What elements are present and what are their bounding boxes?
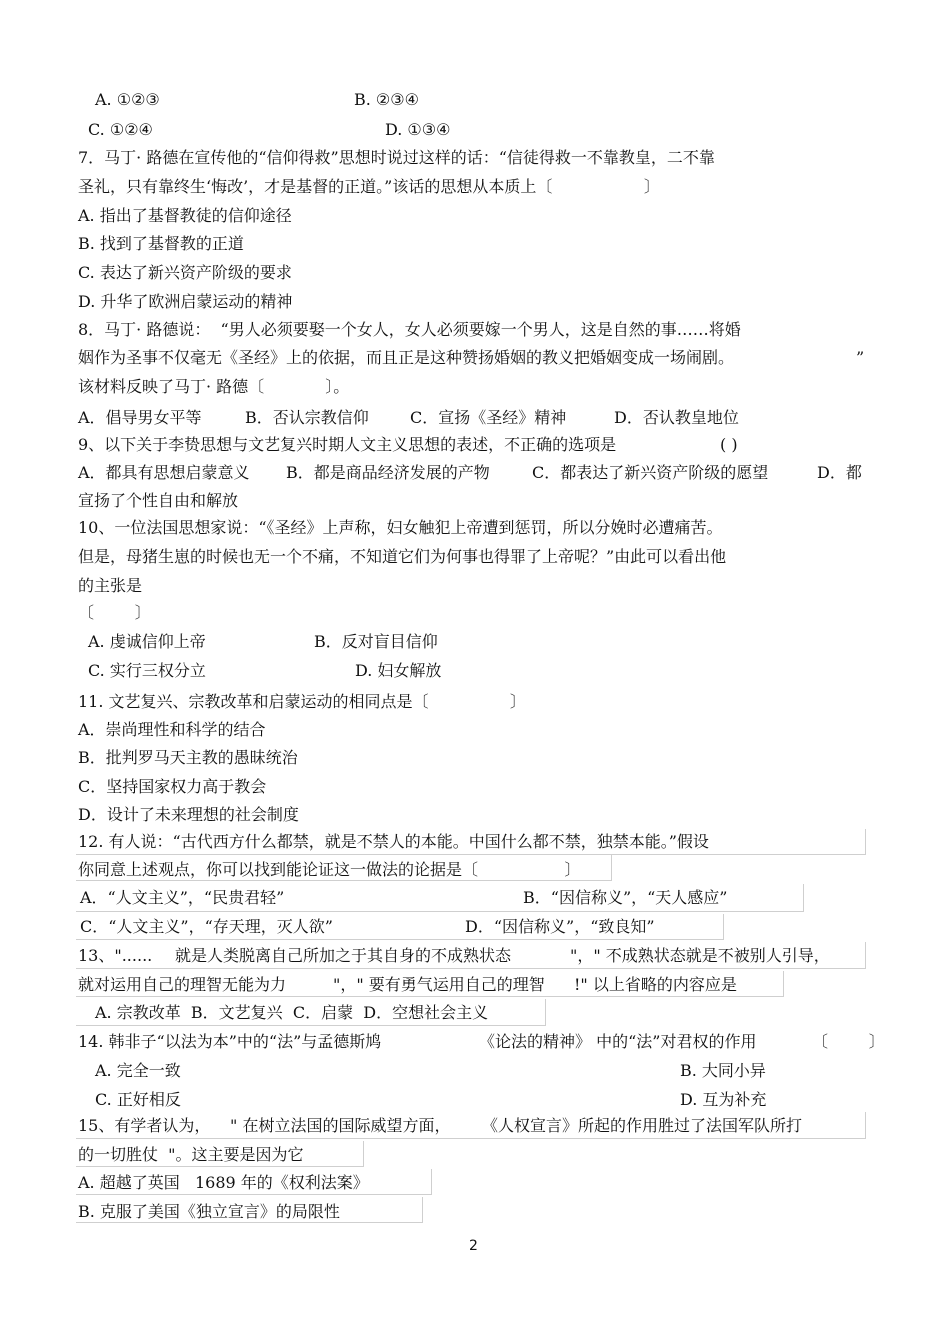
q12-stem-line1: 12. 有人说：“古代西方什么都禁，就是不禁人的本能。中国什么都不禁，独禁本能。”假设 <box>78 832 709 851</box>
q12-stem-line2: 你同意上述观点，你可以找到能论证这一做法的论据是〔 〕 <box>78 860 581 879</box>
q10-option-a: A. 虔诚信仰上帝 <box>88 632 206 651</box>
q15-option-a: A. 超越了英国 1689 年的《权利法案》 <box>78 1173 369 1192</box>
q9-option-d-cont: 宣扬了个性自由和解放 <box>78 491 239 510</box>
q14-option-c: C. 正好相反 <box>95 1090 181 1109</box>
q11-option-b: B．批判罗马天主教的愚昧统治 <box>78 748 298 767</box>
q6-option-b: B. ②③④ <box>354 90 419 109</box>
q14-stem-part2: 《论法的精神》 中的“法”对君权的作用 <box>479 1032 757 1051</box>
q7-option-a: A. 指出了基督教徒的信仰途径 <box>78 206 292 225</box>
q14-stem-part1: 14. 韩非子“以法为本”中的“法”与孟德斯鸠 <box>78 1032 382 1051</box>
q9-option-b: B．都是商品经济发展的产物 <box>286 463 490 482</box>
q12-option-a: A．“人文主义”，“民贵君轻” <box>80 888 285 907</box>
q11-stem: 11. 文艺复兴、宗教改革和启蒙运动的相同点是〔 〕 <box>78 692 526 711</box>
q6-option-d: D. ①③④ <box>385 120 451 139</box>
q6-option-a: A. ①②③ <box>95 90 160 109</box>
q10-option-d: D. 妇女解放 <box>355 661 442 680</box>
q10-answer-paren: 〔 〕 <box>78 603 151 622</box>
q13-stem-part1: 13、"...... <box>78 946 153 965</box>
q8-option-a: A．倡导男女平等 <box>78 408 202 427</box>
q8-option-b: B．否认宗教信仰 <box>245 408 369 427</box>
q15-stem-part2: " 在树立法国的国际威望方面， <box>230 1116 451 1135</box>
q10-option-c: C. 实行三权分立 <box>88 661 206 680</box>
q12-option-d: D．“因信称义”，“致良知” <box>465 917 655 936</box>
q15-stem-part3: 《人权宣言》所起的作用胜过了法国军队所打 <box>482 1116 803 1135</box>
q13-stem-part3: "，" 不成熟状态就是不被别人引导， <box>570 946 830 965</box>
q14-answer-paren: 〔 〕 <box>812 1032 885 1051</box>
q15-option-b: B. 克服了美国《独立宣言》的局限性 <box>78 1202 340 1221</box>
q14-option-b: B. 大同小异 <box>680 1061 766 1080</box>
q10-stem-line3: 的主张是 <box>78 576 143 595</box>
q13-stem-part6: !" 以上省略的内容应是 <box>574 975 737 994</box>
q9-stem: 9、以下关于李贽思想与文艺复兴时期人文主义思想的表述，不正确的选项是 <box>78 435 617 454</box>
q7-option-b: B. 找到了基督教的正道 <box>78 234 244 253</box>
q12-option-c: C．“人文主义”，“存天理，灭人欲” <box>80 917 333 936</box>
page-number: 2 <box>469 1238 478 1254</box>
q9-option-c: C．都表达了新兴资产阶级的愿望 <box>532 463 769 482</box>
q10-stem-line2: 但是，母猪生崽的时候也无一个不痛，不知道它们为何事也得罪了上帝呢？”由此可以看出他 <box>78 547 727 566</box>
q11-option-d: D．设计了未来理想的社会制度 <box>78 805 299 824</box>
q7-stem-line1: 7．马丁· 路德在宣传他的“信仰得救”思想时说过这样的话：“信徒得救一不靠教皇，二不靠 <box>78 148 715 167</box>
q14-option-d: D. 互为补充 <box>680 1090 767 1109</box>
q7-option-c: C. 表达了新兴资产阶级的要求 <box>78 263 292 282</box>
q13-stem-part5: "，" 要有勇气运用自己的理智 <box>333 975 545 994</box>
q7-stem-line2: 圣礼，只有靠终生‘悔改’，才是基督的正道。”该话的思想从本质上〔 〕 <box>78 177 660 196</box>
q13-stem-part4: 就对运用自己的理智无能为力 <box>78 975 287 994</box>
q10-stem-line1: 10、一位法国思想家说：“《圣经》上声称，妇女触犯上帝遭到惩罚，所以分娩时必遭痛苦。 <box>78 518 723 537</box>
q8-option-c: C．宣扬《圣经》精神 <box>410 408 567 427</box>
q9-option-a: A．都具有思想启蒙意义 <box>78 463 250 482</box>
q9-answer-paren: ( ) <box>720 435 738 454</box>
q15-stem-line2: 的一切胜仗 "。这主要是因为它 <box>78 1145 304 1164</box>
q9-option-d: D．都 <box>817 463 862 482</box>
q12-option-b: B．“因信称义”，“天人感应” <box>523 888 728 907</box>
q6-option-c: C. ①②④ <box>88 120 153 139</box>
q8-quote-close: ” <box>856 348 865 367</box>
q7-option-d: D. 升华了欧洲启蒙运动的精神 <box>78 292 293 311</box>
q15-stem-part1: 15、有学者认为， <box>78 1116 211 1135</box>
q8-option-d: D．否认教皇地位 <box>614 408 739 427</box>
q14-option-a: A. 完全一致 <box>95 1061 181 1080</box>
q11-option-a: A．崇尚理性和科学的结合 <box>78 720 266 739</box>
q11-option-c: C．坚持国家权力高于教会 <box>78 777 267 796</box>
q8-stem-line1: 8．马丁· 路德说： “男人必须要娶一个女人，女人必须要嫁一个男人，这是自然的事……将婚 <box>78 320 741 339</box>
q13-stem-part2: 就是人类脱离自己所加之于其自身的不成熟状态 <box>175 946 512 965</box>
q10-option-b: B．反对盲目信仰 <box>314 632 438 651</box>
q13-options: A. 宗教改革 B．文艺复兴 C．启蒙 D．空想社会主义 <box>95 1003 489 1022</box>
q8-stem-line3: 该材料反映了马丁· 路德〔 〕。 <box>78 377 350 396</box>
q8-stem-line2: 姻作为圣事不仅毫无《圣经》上的依据，而且正是这种赞扬婚姻的教义把婚姻变成一场闹剧。 <box>78 348 735 367</box>
